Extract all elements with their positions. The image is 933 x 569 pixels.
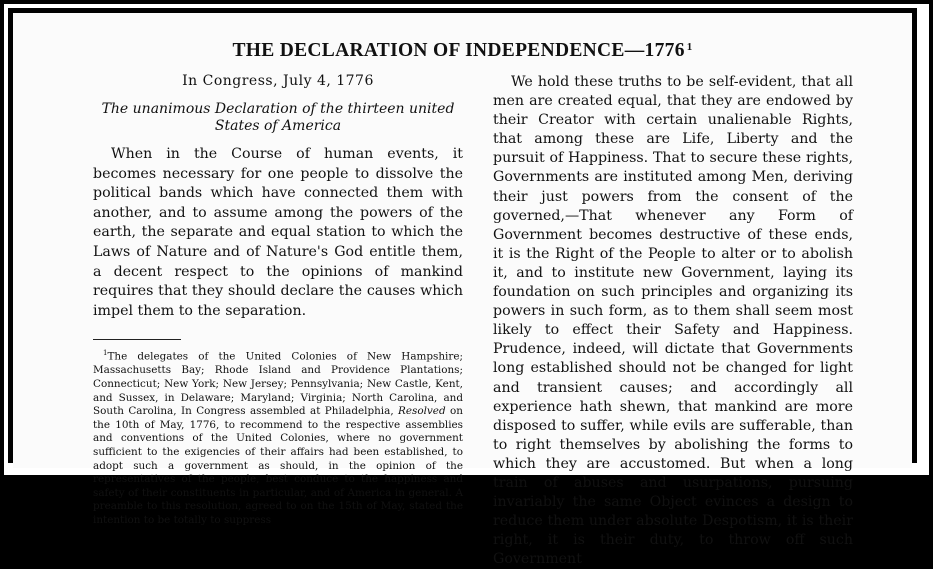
left-column (93, 71, 463, 528)
title-footnote-marker: 1 (686, 41, 693, 53)
congress-line: In Congress, July 4, 1776 (182, 73, 374, 89)
footnote-divider (93, 339, 181, 340)
intro-paragraph: When in the Course of human events, it becomes necessary for one people to dissolve the political bands which have connected them with another, and to assume among the powers of the earth, the separate and equal station to which the Laws of Nature and of Nature's God entitle them, a decent respect to the opinions of mankind requires that they should declare the causes which impel them to the separation. (93, 146, 463, 319)
declaration-subtitle: The unanimous Declaration of the thirteen united States of America (101, 101, 455, 134)
footnote (93, 347, 463, 527)
footnote-text-part2: on the 10th of May, 1776, to recommend to the respective assemblies and conventions of the United Colonies, where no government sufficient to the exigencies of their affairs had been established, to adopt such a government as should, in the opinion of the representatives of the people, best conduce to the happiness and safety of their constituents in particular, and of America in general. A preamble to this resolution, agreed to on the 15th of May, stated the intention to be totally to suppress (93, 405, 463, 526)
document-page (13, 13, 912, 568)
footnote-resolved: Resolved (398, 405, 446, 418)
document-title (13, 40, 912, 62)
title-text: THE DECLARATION OF INDEPENDENCE—1776 (232, 40, 685, 61)
footnote-text-part1: The delegates of the United Colonies of New Hampshire; Massachusetts Bay; Rhode Island and Providence Plantations; Connecticut; New York; New Jersey; Pennsylvania; New Castle, Kent, and Sussex, in Delaware; Maryland; Virginia; North Carolina, and South Carolina, In Congress assembled at Philadelphia, (93, 350, 463, 418)
footnote-marker: 1 (103, 349, 108, 358)
right-column (493, 73, 853, 569)
truths-paragraph: We hold these truths to be self-evident, that all men are created equal, that they are endowed by their Creator with certain unalienable Rights, that among these are Life, Liberty and the pursuit of Happiness. That to secure these rights, Governments are instituted among Men, deriving their just powers from the consent of the governed,—That whenever any Form of Government becomes destructive of these ends, it is the Right of the People to alter or to abolish it, and to institute new Government, laying its foundation on such principles and organizing its powers in such form, as to them shall seem most likely to effect their Safety and Happiness. Prudence, indeed, will dictate that Governments long established should not be changed for light and transient causes; and accordingly all experience hath shewn, that mankind are more disposed to suffer, while evils are sufferable, than to right themselves by abolishing the forms to which they are accustomed. But when a long train of abuses and usurpations, pursuing invariably the same Object evinces a design to reduce them under absolute Despotism, it is their right, it is their duty, to throw off such Government (493, 74, 853, 568)
